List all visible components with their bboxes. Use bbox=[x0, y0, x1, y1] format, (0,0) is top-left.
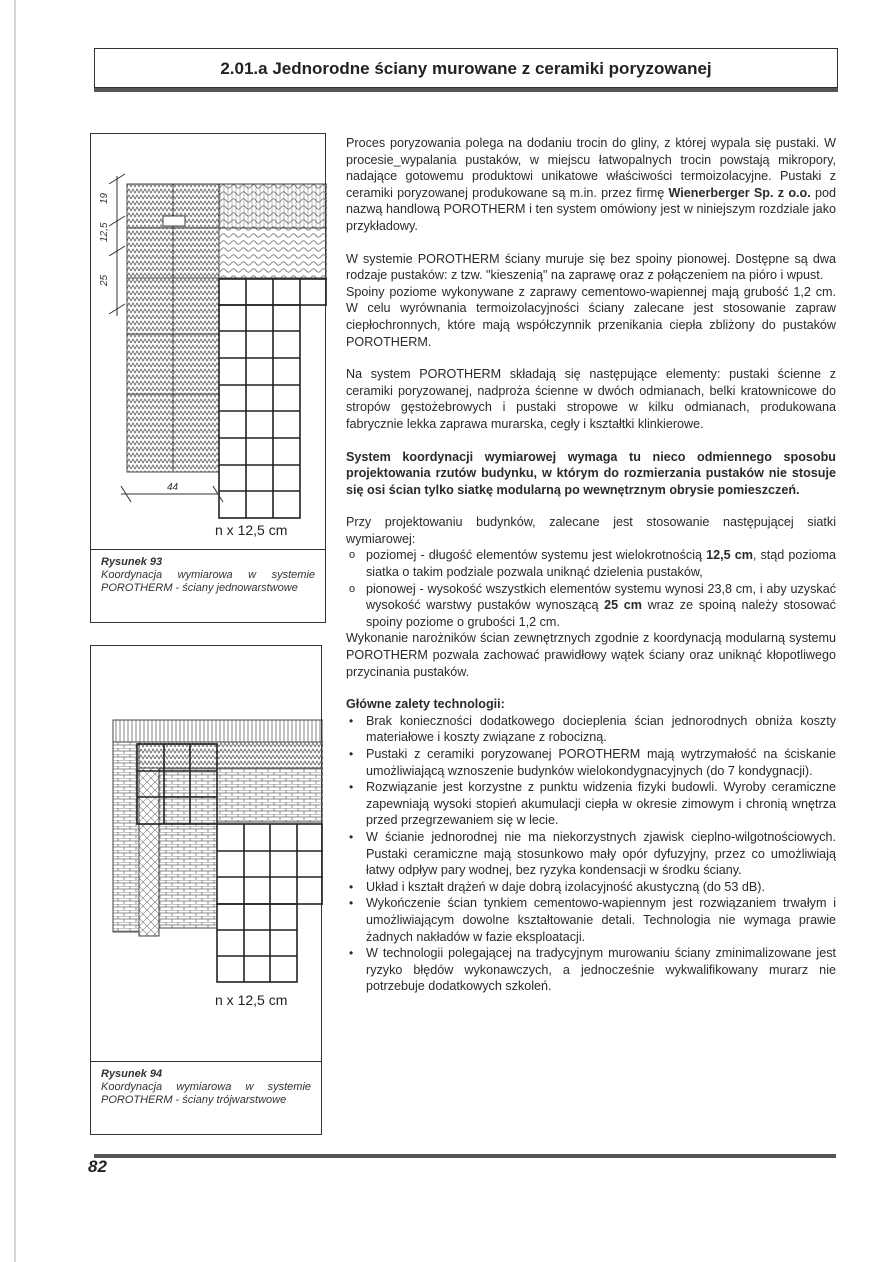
inner-wall-horizontal bbox=[217, 768, 323, 822]
caption-desc: Koordynacja wymiarowa w systemie POROTHERM - ściany jednowarstwowe bbox=[101, 569, 315, 594]
module-label: n x 12,5 cm bbox=[215, 992, 288, 1008]
caption-desc: Koordynacja wymiarowa w systemie POROTHERM - ściany trójwarstwowe bbox=[101, 1081, 311, 1106]
module-label: n x 12,5 cm bbox=[215, 522, 288, 538]
insulation-vertical bbox=[139, 768, 159, 936]
list-item: • W technologii polegającej na tradycyjnym murowaniu ściany zminimalizowane jest ryzyko błędów wykonawczych, a jednocześnie wykwalifikowany murarz nie potrzebuje dodatkowych szkoleń. bbox=[346, 945, 836, 995]
figure-93-caption bbox=[91, 549, 325, 622]
list-item: • Układ i kształt drążeń w daje dobrą izolacyjność akustyczną (do 53 dB). bbox=[346, 879, 836, 896]
figure-93-drawing bbox=[91, 134, 327, 564]
page-number: 82 bbox=[88, 1157, 107, 1176]
paragraph-joints: Spoiny poziome wykonywane z zaprawy cementowo-wapiennej mają grubość 1,2 cm. W celu wyrównania termoizolacyjności ściany zalecane jest stosowanie zapraw ciepłochronnych, które mają współczynnik przenikania ciepła zbliżony do pustaków POROTHERM. bbox=[346, 284, 836, 349]
figure-94-drawing bbox=[91, 646, 323, 1076]
dim-label-25: 25 bbox=[99, 274, 110, 286]
caption-title: Rysunek 94 bbox=[101, 1068, 163, 1080]
list-item: • W ścianie jednorodnej nie ma niekorzystnych zjawisk cieplno-wilgotnościowych. Pustaki ceramiczne mają stosunkowo mały opór dyfuzyjny, przez co umożliwiają łatwy odpływ pary wodnej, bez ryzyka kondensacji w środku ściany. bbox=[346, 829, 836, 879]
paragraph-elements: Na system POROTHERM składają się następujące elementy: pustaki ścienne z ceramiki poryzowanej, nadproża ścienne w dwóch odmianach, belki kratownicowe do stropów gęstożebrowych i pustaki stropowe w kilku odmianach, produkowana fabrycznie lekka zaprawa murarska, cegły i kształtki klinkierowe. bbox=[346, 367, 836, 431]
brand-name: Wienerberger Sp. z o.o. bbox=[668, 185, 811, 200]
figure-93 bbox=[90, 133, 326, 623]
section-title: 2.01.a Jednorodne ściany murowane z ceramiki poryzowanej bbox=[220, 59, 712, 78]
advantages-list bbox=[346, 713, 836, 995]
figure-94-caption bbox=[91, 1061, 321, 1134]
caption-title: Rysunek 93 bbox=[101, 556, 163, 568]
list-item: • Rozwiązanie jest korzystne z punktu widzenia fizyki budowli. Wyroby ceramiczne zapewniają wysoki stopień akumulacji ciepła w okresie zimowym i chronią wnętrza przed przegrzewaniem się w lecie. bbox=[346, 779, 836, 829]
list-item: o poziomej - długość elementów systemu jest wielokrotnością 12,5 cm, stąd pozioma siatka o takim podziale pozwala uniknąć dzielenia pustaków, bbox=[346, 547, 836, 580]
list-item: • Brak konieczności dodatkowego docieplenia ścian jednorodnych obniża koszty materiałowe i koszty związane z robocizną. bbox=[346, 713, 836, 746]
list-item: • Pustaki z ceramiki poryzowanej POROTHERM mają wytrzymałość na ściskanie umożliwiającą wznoszenie budynków wielokondygnacyjnych (do 7 kondygnacji). bbox=[346, 746, 836, 779]
outer-layer-horizontal bbox=[113, 720, 323, 742]
header-rule bbox=[94, 88, 838, 92]
advantages-heading: Główne zalety technologii: bbox=[346, 697, 505, 712]
binder-edge bbox=[14, 0, 16, 1262]
list-item: • Wykończenie ścian tynkiem cementowo-wapiennym jest rozwiązaniem trwałym i umożliwiającym dowolne kształtowanie detali. Technologia nie wymaga prawie żadnych nakładów w fazie eksploatacji. bbox=[346, 895, 836, 945]
grid-list bbox=[346, 547, 836, 630]
paragraph-grid-intro: Przy projektowaniu budynków, zalecane jest stosowanie następującej siatki wymiarowej: bbox=[346, 515, 836, 546]
list-item: o pionowej - wysokość wszystkich elementów systemu wynosi 23,8 cm, i aby uzyskać wysokość warstwy pustaków wynoszącą 25 cm wraz ze spoiną należy stosować spoiny poziome o grubości 1,2 cm. bbox=[346, 581, 836, 631]
modular-grid bbox=[219, 279, 327, 518]
footer-rule bbox=[94, 1154, 836, 1158]
dim-label-44: 44 bbox=[167, 482, 179, 493]
dim-label-19: 19 bbox=[99, 192, 110, 204]
body-text-column bbox=[346, 135, 836, 995]
insulation-horizontal bbox=[139, 742, 323, 768]
paragraph-coordination: System koordynacji wymiarowej wymaga tu nieco odmiennego sposobu projektowania rzutów budynku, w którym do rozmierzania pustaków nie stosuje się osi ścian tylko siatkę modularną po wewnętrznym obrysie pomieszczeń. bbox=[346, 449, 836, 497]
paragraph-corners: Wykonanie narożników ścian zewnętrznych zgodnie z koordynacją modularną systemu POROTHERM pozwala zachować prawidłowy wątek ściany oraz uniknąć kłopotliwego przycinania pustaków. bbox=[346, 631, 836, 679]
outer-layer-vertical bbox=[113, 742, 139, 932]
section-header bbox=[94, 48, 838, 88]
paragraph-porosity: Proces poryzowania polega na dodaniu trocin do gliny, z której wypala się pustaki. W procesie_wypalania pustaków, w miejscu łatwopalnych trocin powstają mikropory, nadające gotowemu produktowi unikatowe właściwości termoizolacyjne. Pustaki z ceramiki poryzowanej produkowane są m.in. przez firmę Wienerberger Sp. z o.o. pod nazwą handlową POROTHERM i ten system omówiony jest w niniejszym rozdziale jako przykładowy. bbox=[346, 136, 837, 233]
dim-label-12-5: 12,5 bbox=[99, 222, 110, 242]
figure-94 bbox=[90, 645, 322, 1135]
paragraph-system: W systemie POROTHERM ściany muruje się bez spoiny pionowej. Dostępne są dwa rodzaje pustaków: z tzw. "kieszenią" na zaprawę oraz z połączeniem na pióro i wpust. bbox=[346, 251, 836, 283]
inner-wall-vertical bbox=[159, 768, 217, 928]
